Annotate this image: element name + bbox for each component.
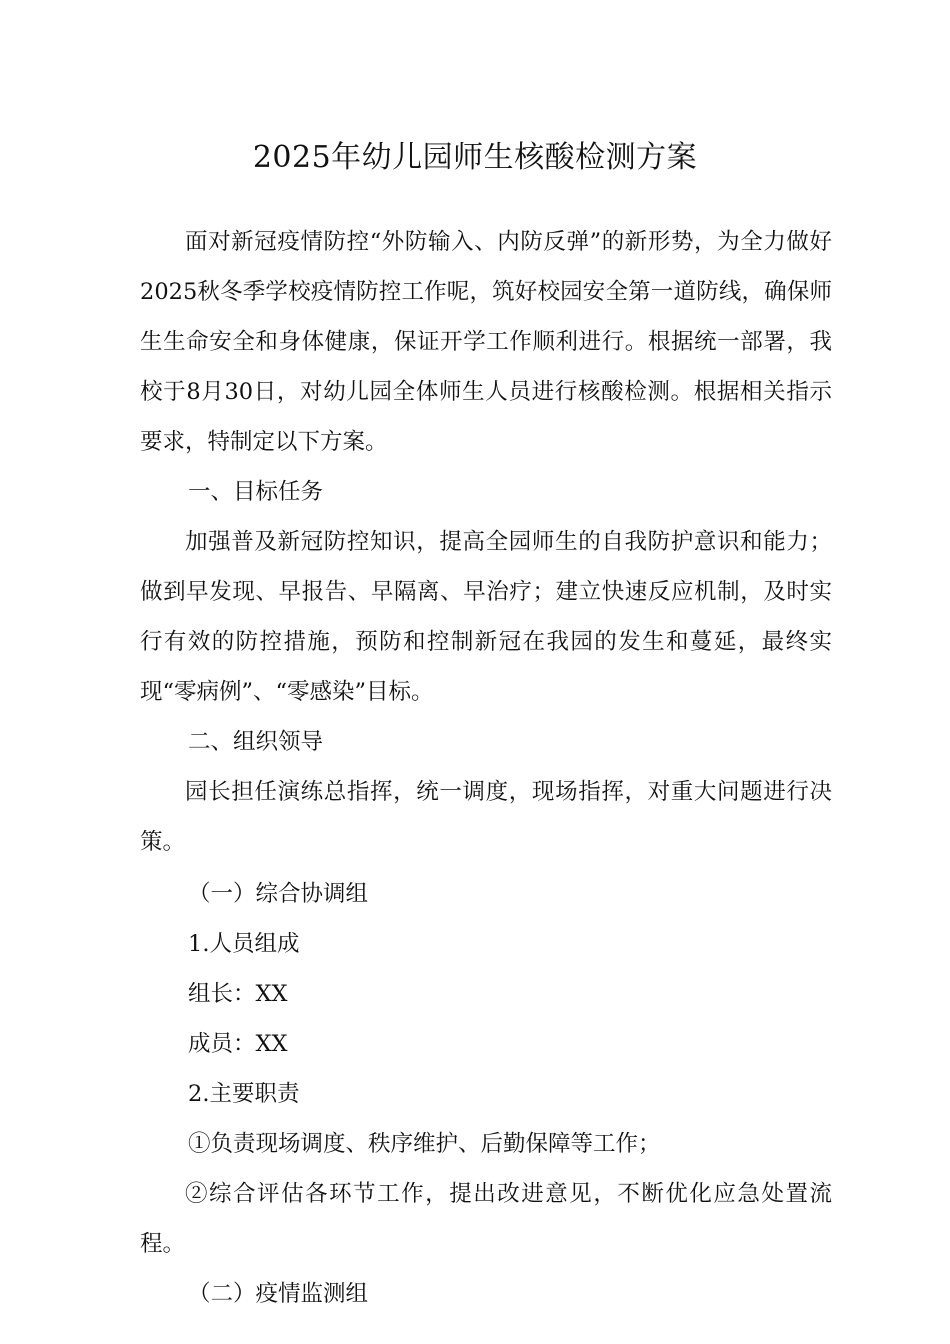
group1-personnel-heading: 1.人员组成 (188, 931, 300, 957)
section2-paragraph: 园长担任演练总指挥，统一调度，现场指挥，对重大问题进行决策。 (140, 779, 832, 855)
group1-heading: （一）综合协调组 (188, 881, 369, 907)
group1-leader: 组长：XX (188, 981, 288, 1007)
group1-duty-1: ①负责现场调度、秩序维护、后勤保障等工作； (188, 1131, 661, 1157)
group1-members: 成员：XX (188, 1031, 288, 1057)
section1-heading: 一、目标任务 (188, 479, 324, 505)
group2-heading: （二）疫情监测组 (188, 1281, 369, 1307)
group1-duties-heading: 2.主要职责 (188, 1081, 300, 1107)
section1-paragraph: 加强普及新冠防控知识，提高全园师生的自我防护意识和能力；做到早发现、早报告、早隔离、早治疗；建立快速反应机制，及时实行有效的防控措施，预防和控制新冠在我园的发生和蔓延，最终实现“零病例”、“零感染”目标。 (140, 529, 832, 705)
group1-duty-2: ②综合评估各环节工作，提出改进意见，不断优化应急处置流程。 (140, 1181, 832, 1257)
document-title: 2025年幼儿园师生核酸检测方案 (252, 140, 698, 175)
intro-paragraph: 面对新冠疫情防控“外防输入、内防反弹”的新形势，为全力做好2025秋冬季学校疫情防控工作呢，筑好校园安全第一道防线，确保师生生命安全和身体健康，保证开学工作顺利进行。根据统一部署，我校于8月30日，对幼儿园全体师生人员进行核酸检测。根据相关指示要求，特制定以下方案。 (140, 229, 832, 455)
section2-heading: 二、组织领导 (188, 729, 324, 755)
